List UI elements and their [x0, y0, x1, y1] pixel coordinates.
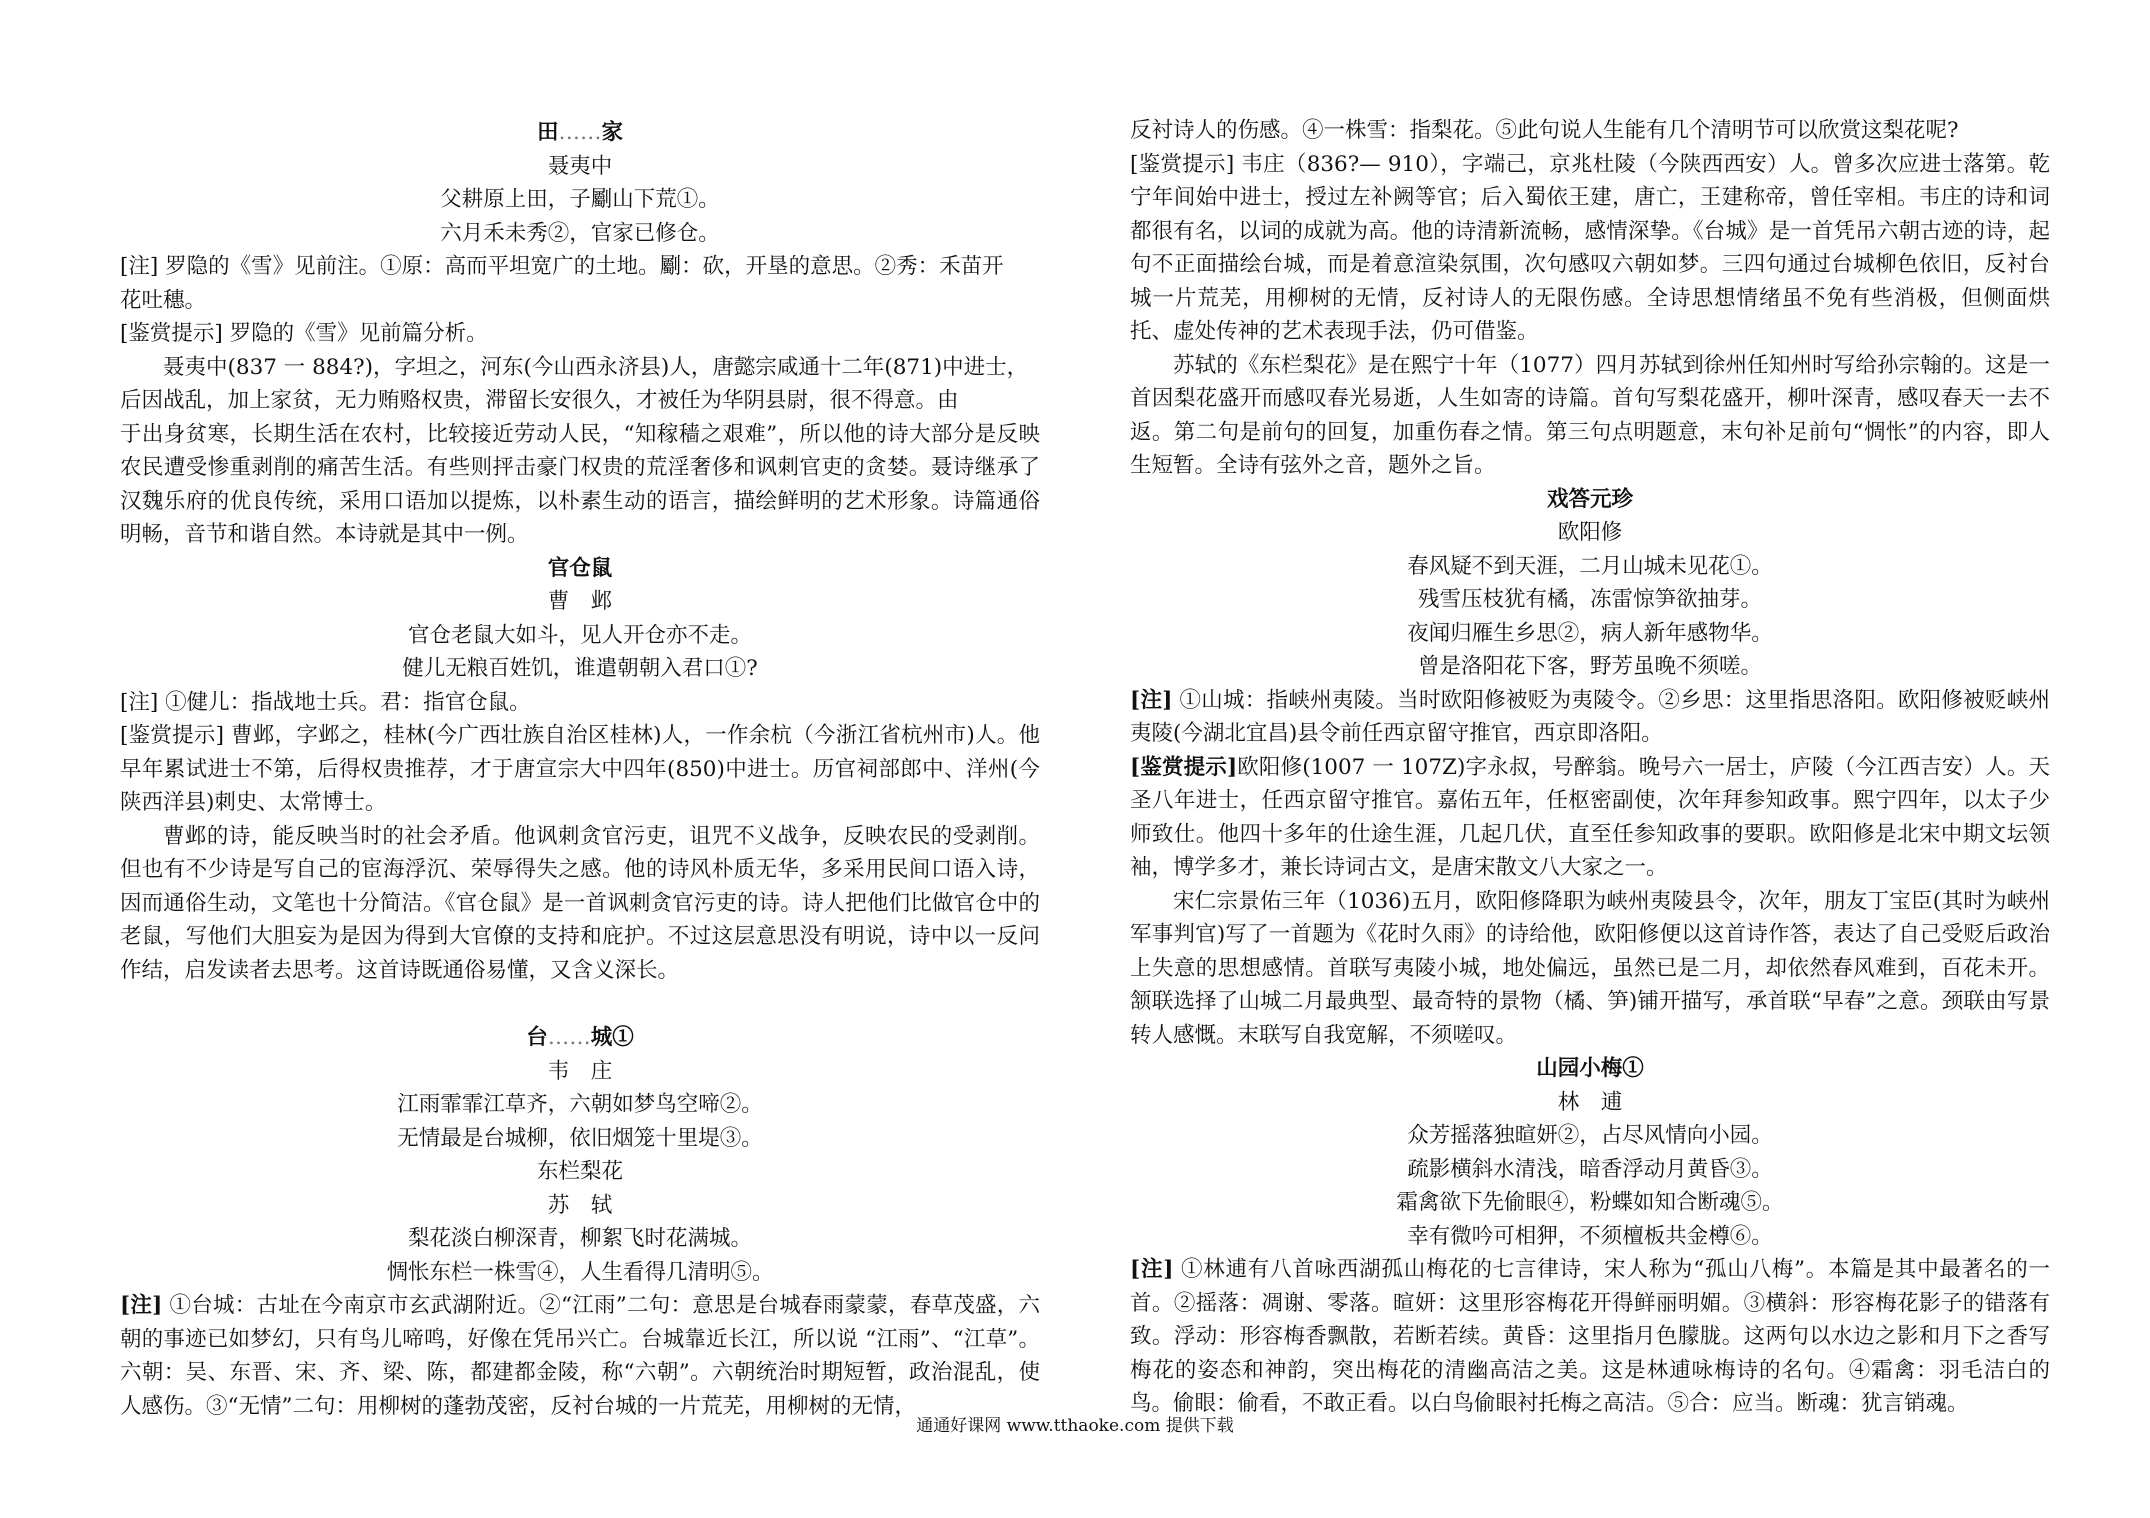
appreciation-tip: [鉴赏提示] 曹邺，字邺之，桂林(今广西壮族自治区桂林)人，一作余杭（今浙江省杭州市)人。他早年累试进士不第，后得权贵推荐，才于唐宣宗大中四年(850)中进士。历官祠部郎中、洋州(今陕西洋县)刺史、太常博士。 [120, 723, 1040, 815]
note-label: [注] [1130, 687, 1173, 713]
title-char: 城① [590, 1025, 634, 1050]
poem-line: 无情最是台城柳，依旧烟笼十里堤③。 [397, 1125, 763, 1151]
body-paragraph: 苏轼的《东栏梨花》是在熙宁十年（1077）四月苏轼到徐州任知州时写给孙宗翰的。这是一首因梨花盛开而感叹春光易逝，人生如寄的诗篇。首句写梨花盛开，柳叶深青，感叹春天一去不返。第二句是前句的回复，加重伤春之情。第三句点明题意，末句补足前句“惆怅”的内容，即人生短暂。全诗有弦外之音，题外之旨。 [1130, 352, 2050, 478]
poem-title-donglanlihua: 东栏梨花 [536, 1159, 623, 1184]
section-gap [120, 987, 1040, 1021]
poem-line: 父耕原上田，子劚山下荒①。 [440, 187, 720, 212]
note-text: ①林逋有八首咏西湖孤山梅花的七言律诗，宋人称为“孤山八梅”。本篇是其中最著名的一首。②摇落：凋谢、零落。暄妍：这里形容梅花开得鲜丽明媚。③横斜：形容梅花影子的错落有致。浮动：形容梅香飘散，若断若续。黄昏：这里指月色朦胧。这两句以水边之影和月下之香写梅花的姿态和神韵，突出梅花的清幽高洁之美。这是林逋咏梅诗的名句。④霜禽：羽毛洁白的鸟。偷眼：偷看，不敢正看。以白鸟偷眼衬托梅之高洁。⑤合：应当。断魂：犹言销魂。 [1130, 1257, 2050, 1416]
poem-author: 林 逋 [1557, 1089, 1623, 1115]
annotation-note: [注] 罗隐的《雪》见前注。①原：高而平坦宽广的土地。劚：砍，开垦的意思。②秀：禾苗开 [120, 254, 1004, 279]
poem-line: 梨花淡白柳深青，柳絮飞时花满城。 [407, 1226, 752, 1251]
body-paragraph: 宋仁宗景佑三年（1036)五月，欧阳修降职为峡州夷陵县令，次年，朋友丁宝臣(其时为峡州军事判官)写了一首题为《花时久雨》的诗给他，欧阳修便以这首诗作答，表达了自己受贬后政治上失意的思想感情。首联写夷陵小城，地处偏远，虽然已是二月，却依然春风难到，百花未开。颔联选择了山城二月最典型、最奇特的景物（橘、笋)铺开描写，承首联“早春”之意。颈联由写景转人感慨。末联写自我宽解，不须嗟叹。 [1130, 888, 2050, 1048]
note-text: ①台城：古址在今南京市玄武湖附近。②“江雨”二句：意思是台城春雨蒙蒙，春草茂盛，六朝的事迹已如梦幻，只有鸟儿啼鸣，好像在凭吊兴亡。台城靠近长江，所以说 “江雨”、“江草”。六朝：吴、东晋、宋、齐、梁、陈，都建都金陵，称“六朝”。六朝统治时期短暂，政治混乱，使人感伤。③“无情”二句：用柳树的蓬勃茂密，反衬台城的一片荒芜，用柳树的无情， [120, 1293, 1040, 1419]
poem-line: 江雨霏霏江草齐，六朝如梦鸟空啼②。 [397, 1092, 763, 1117]
title-char: 台 [526, 1025, 548, 1050]
tip-text: 欧阳修(1007 一 107Z)字永叔，号醉翁。晚号六一居士，庐陵（今江西吉安）人。天圣八年进士，任西京留守推官。嘉佑五年，任枢密副使，次年拜参知政事。熙宁四年，以太子少师致仕。他四十多年的仕途生涯，几起几伏，直至任参知政事的要职。欧阳修是北宋中期文坛领袖，博学多才，兼长诗词古文，是唐宋散文八大家之一。 [1130, 754, 2050, 880]
poem-author: 曹 邺 [547, 589, 613, 614]
note-label: [注] [1130, 1257, 1174, 1282]
body-paragraph: 曹邺的诗，能反映当时的社会矛盾。他讽刺贪官污吏，诅咒不义战争，反映农民的受剥削。但也有不少诗是写自己的宦海浮沉、荣辱得失之感。他的诗风朴质无华，多采用民间口语入诗，因而通俗生动，文笔也十分简洁。《官仓鼠》是一首讽刺贪官污吏的诗。诗人把他们比做官仓中的老鼠，写他们大胆妄为是因为得到大官僚的支持和庇护。不过这层意思没有明说，诗中以一反问作结，启发读者去思考。这首诗既通俗易懂，又含义深长。 [120, 823, 1040, 983]
appreciation-tip: [鉴赏提示] 罗隐的《雪》见前篇分析。 [120, 321, 488, 346]
poem-title-tianjia [120, 116, 1040, 150]
page-footer: 通通好课网 www.tthaoke.com 提供下载 [916, 1416, 1234, 1436]
poem-line: 残雪压枝犹有橘，冻雷惊笋欲抽芽。 [1417, 587, 1762, 612]
poem-line: 幸有微吟可相狎，不须檀板共金樽⑥。 [1407, 1223, 1773, 1249]
appreciation-tip [1130, 751, 2050, 885]
poem-line: 霜禽欲下先偷眼④，粉蝶如知合断魂⑤。 [1396, 1190, 1784, 1215]
note-text: ①山城：指峡州夷陵。当时欧阳修被贬为夷陵令。②乡思：这里指思洛阳。欧阳修被贬峡州夷陵(今湖北宜昌)县令前任西京留守推官，西京即洛阳。 [1130, 687, 2050, 746]
title-dots: …… [547, 1025, 591, 1050]
title-char: 家 [601, 120, 624, 145]
poem-line: 六月禾未秀②，官家已修仓。 [440, 220, 720, 246]
annotation-note: [注] ①健儿：指战地士兵。君：指官仓鼠。 [120, 689, 531, 715]
poem-title-shanyuanxiaomei: 山园小梅① [1536, 1056, 1644, 1081]
body-paragraph: 聂夷中(837 一 884?)，字坦之，河东(今山西永济县)人，唐懿宗咸通十二年(871)中进士， [163, 354, 1029, 380]
poem-title-guancangshu: 官仓鼠 [547, 555, 613, 581]
poem-author: 欧阳修 [1557, 520, 1623, 545]
body-paragraph: 后因战乱，加上家贫，无力贿赂权贵，滞留长安很久，才被任为华阴县尉，很不得意。由 [120, 388, 959, 413]
tip-label: [鉴赏提示] [1130, 754, 1238, 780]
poem-author: 韦 庄 [547, 1058, 613, 1084]
left-column [120, 116, 1040, 1423]
poem-line: 疏影横斜水清浅，暗香浮动月黄昏③。 [1407, 1156, 1773, 1182]
poem-line: 官仓老鼠大如斗，见人开仓亦不走。 [407, 622, 752, 648]
poem-line: 夜闻归雁生乡思②，病人新年感物华。 [1407, 620, 1773, 646]
poem-title-taicheng [120, 1021, 1040, 1055]
note-label: [注] [120, 1293, 163, 1318]
title-char: 田 [536, 120, 559, 145]
annotation-note [1130, 1253, 2050, 1421]
poem-line: 曾是洛阳花下客，野芳虽晚不须嗟。 [1417, 654, 1762, 679]
annotation-note [1130, 684, 2050, 751]
right-column [1130, 114, 2050, 1421]
poem-line: 众芳摇落独暄妍②，占尽风情向小园。 [1407, 1123, 1773, 1148]
poem-author: 苏 轼 [547, 1192, 613, 1218]
poem-line: 春风疑不到天涯，二月山城未见花①。 [1407, 553, 1773, 579]
body-paragraph: 反衬诗人的伤感。④一株雪：指梨花。⑤此句说人生能有几个清明节可以欣赏这梨花呢? [1130, 118, 1959, 143]
poem-line: 惆怅东栏一株雪④，人生看得几清明⑤。 [386, 1259, 774, 1285]
annotation-note [120, 1289, 1040, 1423]
body-paragraph: 于出身贫寒，长期生活在农村，比较接近劳动人民，“知稼穑之艰难”，所以他的诗大部分是反映农民遭受惨重剥削的痛苦生活。有些则抨击豪门权贵的荒淫奢侈和讽刺官吏的贪婪。聂诗继承了汉魏乐府的优良传统，采用口语加以提炼，以朴素生动的语言，描绘鲜明的艺术形象。诗篇通俗明畅，音节和谐自然。本诗就是其中一例。 [120, 421, 1040, 547]
annotation-note-cont: 花吐穗。 [120, 287, 207, 313]
poem-title-xidayuanzhen: 戏答元珍 [1546, 486, 1633, 512]
poem-author: 聂夷中 [547, 153, 613, 179]
appreciation-tip: [鉴赏提示] 韦庄（836?— 910），字端己，京兆杜陵（今陕西西安）人。曾多次应进士落第。乾宁年间始中进士，授过左补阙等官；后入蜀依王建，唐亡，王建称帝，曾任宰相。韦庄的诗和词都很有名，以词的成就为高。他的诗清新流畅，感情深挚。《台城》是一首凭吊六朝古迹的诗，起句不正面描绘台城，而是着意渲染氛围，次句感叹六朝如梦。三四句通过台城柳色依旧，反衬台城一片荒芜，用柳树的无情，反衬诗人的无限伤感。全诗思想情绪虽不免有些消极，但侧面烘托、虚处传神的艺术表现手法，仍可借鉴。 [1130, 151, 2050, 344]
title-dots: …… [558, 120, 602, 145]
poem-line: 健儿无粮百姓饥，谁遣朝朝入君口①? [402, 656, 758, 681]
